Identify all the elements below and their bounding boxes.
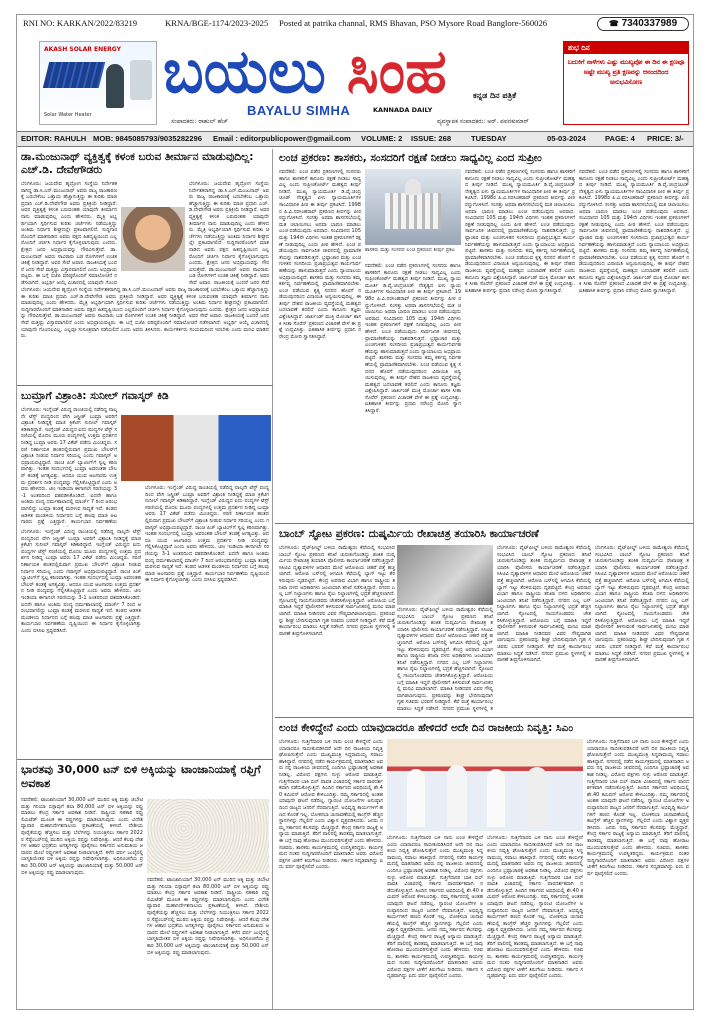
cctv-photo: [397, 545, 493, 605]
story-body-col3: ಬೆಂಗಳೂರು: ಇಂಗ್ಲೆಂಡ್ ವಿರುದ್ಧ ರಾಂಚಿಯಲ್ಲಿ ನಡೆದಿದ್ದ ನಾಲ್ಕನೇ ಟೆಸ್ಟ್ ಪಂದ್ಯದಿಂದ ವೇಗಿ ಜಸ್ಪ್ರೀತ್ ಬುಮ್ರಾ ಅವರಿಗೆ ವಿಶ್ರಾಂತಿ ನೀಡಿದ್ದಕ್ಕೆ ಮಾಜಿ ಕ್ರಿಕೆಟಿಗ ಸುನೀಲ್ ಗವಾಸ್ಕರ್ ಕಿಡಿಕಾರಿದ್ದಾರೆ. ಇಂಗ್ಲೆಂಡ್ ವಿರುದ್ಧದ ಐದು ಪಂದ್ಯಗಳ ಟೆಸ್ಟ್ ಸರಣಿಯಲ್ಲಿ ಮೊದಲ ಮೂರು ಪಂದ್ಯಗಳಲ್ಲಿ ಉತ್ತಮ ಪ್ರದರ್ಶನ ನೀಡಿದ್ದ ಬುಮ್ರಾ ಅವರು 17 ವಿಕೆಟ್ ಪಡೆದು ಮಿಂಚಿದ್ದರು. ಸರಣಿ ನಿರ್ಣಾಯಕ ಹಂತದಲ್ಲಿರುವಾಗ ಪ್ರಮುಖ ಬೌಲರ್‌ಗೆ ವಿಶ್ರಾಂತಿ ನೀಡುವ ನಿರ್ಧಾರ ಸರಿಯಲ್ಲ ಎಂದು ಗವಾಸ್ಕರ್ ಅಭಿಪ್ರಾಯಪಟ್ಟಿದ್ದಾರೆ. ರಾಂಚಿ ಪಿಚ್ ಬ್ಯಾಟಿಂಗ್‌ಗೆ ಸ್ವಲ್ಪ ಕಠಿಣವಾಗಿತ್ತು. ಇಂತಹ ಸಂದರ್ಭದಲ್ಲಿ ಬುಮ್ರಾ ಅವರಂತಹ ಬೌಲರ್ ತಂಡಕ್ಕೆ ಅಗತ್ಯವಿತ್ತು. ಆದರೂ ಯುವ ಆಟಗಾರರು ಉತ್ತಮ ಪ್ರದರ್ಶನ ನೀಡಿ ಪಂದ್ಯವನ್ನು ಗೆಲ್ಲಿಸಿಕೊಟ್ಟಿದ್ದಾರೆ ಎಂದು ಅವರು ಹೇಳಿದರು. ಟೀಂ ಇಂಡಿಯಾ ಈಗಾಗಲೇ ಸರಣಿಯನ್ನು 3-1 ಅಂತರದಿಂದ ವಶಪಡಿಸಿಕೊಂಡಿದೆ. ಐದನೇ ಹಾಗೂ ಅಂತಿಮ ಪಂದ್ಯ ಧರ್ಮಶಾಲಾದಲ್ಲಿ ಮಾರ್ಚ್ 7 ರಿಂದ ಆರಂಭವಾಗಲಿದ್ದು ಬುಮ್ರಾ ತಂಡಕ್ಕೆ ಮರಳುವ ಸಾಧ್ಯತೆ ಇದೆ. ತಂಡದ ಆಡಳಿತ ಮಂಡಳಿಯ ನಿರ್ಧಾರದ ಬಗ್ಗೆ ಹಲವು ಮಾಜಿ ಆಟಗಾರರು ಪ್ರಶ್ನೆ ಎತ್ತಿದ್ದಾರೆ. ಕಾರ್ಯಭಾರ ನಿರ್ವಹಣೆಯ ದೃಷ್ಟಿಯಿಂದ ಈ ನಿರ್ಧಾರ ಕೈಗೊಳ್ಳಲಾಗಿತ್ತು ಎಂದು ಬಿಸಿಸಿಐ ಸ್ಪಷ್ಟಪಡಿಸಿದೆ.: [145, 485, 269, 584]
story-body-col1: ನವದೆಹಲಿ: ಲಂಚ ಪಡೆದ ಪ್ರಕರಣಗಳಲ್ಲಿ ಸಂಸದರು ಹಾಗೂ ಶಾಸಕರಿಗೆ ಕಾನೂನು ರಕ್ಷಣೆ ನೀಡಲು ಸಾಧ್ಯವಿಲ್ಲ ಎಂದು ಸುಪ್ರೀಂಕೋರ್ಟ್ ಮಹತ್ವದ ತೀರ್ಪು ನೀಡಿದೆ. ಮುಖ್ಯ ನ್ಯಾಯಮೂರ್ತಿ ಡಿ.ವೈ.ಚಂದ್ರಚೂಡ್ ನೇತೃತ್ವದ ಏಳು ನ್ಯಾಯಮೂರ್ತಿಗಳ ಸಾಂವಿಧಾನಿಕ ಪೀಠ ಈ ತೀರ್ಪು ಪ್ರಕಟಿಸಿದೆ. 1998ರ ಪಿ.ವಿ.ನರಸಿಂಹರಾವ್ ಪ್ರಕರಣದ ತೀರ್ಪನ್ನು ಪೀಠ ರದ್ದುಗೊಳಿಸಿದೆ. ಸಂಸತ್ತು ಅಥವಾ ಶಾಸನಸಭೆಯಲ್ಲಿ ಮತ ಚಲಾಯಿಸಲು ಅಥವಾ ಭಾಷಣ ಮಾಡಲು ಲಂಚ ಪಡೆಯುವುದು ಅಪರಾಧ. ಸಂವಿಧಾನದ 105 ಮತ್ತು 194ನೇ ವಿಧಿಗಳು ಇಂತಹ ಪ್ರಕರಣಗಳಿಗೆ ರಕ್ಷಣೆ ನೀಡುವುದಿಲ್ಲ ಎಂದು ಪೀಠ ಹೇಳಿದೆ. ಲಂಚ ಪಡೆಯುವುದು ಸಾರ್ವಜನಿಕ ಜೀವನದಲ್ಲಿ ಪ್ರಾಮಾಣಿಕತೆಯನ್ನು ನಾಶಪಡಿಸುತ್ತದೆ. ಭ್ರಷ್ಟಾಚಾರ ಮತ್ತು ಲಂಚಗುಳಿತನ ಸಂಸದೀಯ ಪ್ರಜಾಪ್ರಭುತ್ವದ ಕಾರ್ಯನಿರ್ವಹಣೆಯನ್ನು ಹಾಳುಮಾಡುತ್ತದೆ ಎಂದು ನ್ಯಾಯಾಲಯ ಅಭಿಪ್ರಾಯಪಟ್ಟಿದೆ. ಶಾಸಕರು ಮತ್ತು ಸಂಸದರು ತಮ್ಮ ಕರ್ತವ್ಯ ನಿರ್ವಹಣೆಯಲ್ಲಿ ಪ್ರಾಮಾಣಿಕವಾಗಿರಬೇಕು. ಲಂಚ ಪಡೆಯುವ ಕೃತ್ಯ ಸದನದ ಹೊರಗೆ ನಡೆಯುವುದರಿಂದ ವಿನಾಯಿತಿ ಅನ್ವಯಿಸುವುದಿಲ್ಲ. ಈ ತೀರ್ಪು ದೇಶದ ರಾಜಕೀಯ ವ್ಯವಸ್ಥೆಯಲ್ಲಿ ಮಹತ್ವದ ಬದಲಾವಣೆ ತರಲಿದೆ ಎಂದು ಕಾನೂನು ತಜ್ಞರು ವಿಶ್ಲೇಷಿಸಿದ್ದಾರೆ. ಜಾರ್ಖಂಡ್ ಮುಕ್ತಿ ಮೋರ್ಚಾ ಶಾಸಕಿ ಸೀತಾ ಸೊರೆನ್ ಪ್ರಕರಣದ ವಿಚಾರಣೆ ವೇಳೆ ಈ ಪ್ರಶ್ನೆ ಉದ್ಭವಿಸಿತ್ತು. ಐತಿಹಾಸಿಕ ತೀರ್ಪನ್ನು ಪ್ರಧಾನಿ ನರೇಂದ್ರ ಮೋದಿ ಸ್ವಾಗತಿಸಿದ್ದಾರೆ.: [279, 169, 361, 340]
rice-photo: [147, 799, 269, 873]
ad-title: AKASH SOLAR ENERGY: [44, 46, 121, 53]
postal-info: Posted at patrika channal, RMS Bhavan, PSO Mysore Road Banglore-560026: [279, 18, 548, 28]
story-headline: ಬುಮ್ರಾಗೆ ವಿಶ್ರಾಂತಿ: ಸುನೀಲ್ ಗವಾಸ್ಕರ್ ಕಿಡಿ: [21, 390, 169, 402]
good-day-quote: ಬದುಕಿಗೆ ನಾಳೆಗಳು ಎಷ್ಟು ಮುಖ್ಯವೋ ಈ ದಿನ ಈ ಕ್ಷಣವೂ ಅಷ್ಟೇ ಮುಖ್ಯ ಪ್ರತಿ ಕ್ಷಣವನ್ನು ಆನಂದದಿಂದ ಅನುಭವಿಸೋಣ: [567, 59, 685, 86]
phone-number: [597, 17, 689, 31]
story-body-col2: ಬೆಂಗಳೂರು: ಇಂಗ್ಲೆಂಡ್ ವಿರುದ್ಧ ರಾಂಚಿಯಲ್ಲಿ ನಡೆದಿದ್ದ ನಾಲ್ಕನೇ ಟೆಸ್ಟ್ ಪಂದ್ಯದಿಂದ ವೇಗಿ ಜಸ್ಪ್ರೀತ್ ಬುಮ್ರಾ ಅವರಿಗೆ ವಿಶ್ರಾಂತಿ ನೀಡಿದ್ದಕ್ಕೆ ಮಾಜಿ ಕ್ರಿಕೆಟಿಗ ಸುನೀಲ್ ಗವಾಸ್ಕರ್ ಕಿಡಿಕಾರಿದ್ದಾರೆ. ಇಂಗ್ಲೆಂಡ್ ವಿರುದ್ಧದ ಐದು ಪಂದ್ಯಗಳ ಟೆಸ್ಟ್ ಸರಣಿಯಲ್ಲಿ ಮೊದಲ ಮೂರು ಪಂದ್ಯಗಳಲ್ಲಿ ಉತ್ತಮ ಪ್ರದರ್ಶನ ನೀಡಿದ್ದ ಬುಮ್ರಾ ಅವರು 17 ವಿಕೆಟ್ ಪಡೆದು ಮಿಂಚಿದ್ದರು. ಸರಣಿ ನಿರ್ಣಾಯಕ ಹಂತದಲ್ಲಿರುವಾಗ ಪ್ರಮುಖ ಬೌಲರ್‌ಗೆ ವಿಶ್ರಾಂತಿ ನೀಡುವ ನಿರ್ಧಾರ ಸರಿಯಲ್ಲ ಎಂದು ಗವಾಸ್ಕರ್ ಅಭಿಪ್ರಾಯಪಟ್ಟಿದ್ದಾರೆ. ರಾಂಚಿ ಪಿಚ್ ಬ್ಯಾಟಿಂಗ್‌ಗೆ ಸ್ವಲ್ಪ ಕಠಿಣವಾಗಿತ್ತು. ಇಂತಹ ಸಂದರ್ಭದಲ್ಲಿ ಬುಮ್ರಾ ಅವರಂತಹ ಬೌಲರ್ ತಂಡಕ್ಕೆ ಅಗತ್ಯವಿತ್ತು. ಆದರೂ ಯುವ ಆಟಗಾರರು ಉತ್ತಮ ಪ್ರದರ್ಶನ ನೀಡಿ ಪಂದ್ಯವನ್ನು ಗೆಲ್ಲಿಸಿಕೊಟ್ಟಿದ್ದಾರೆ ಎಂದು ಅವರು ಹೇಳಿದರು. ಟೀಂ ಇಂಡಿಯಾ ಈಗಾಗಲೇ ಸರಣಿಯನ್ನು 3-1 ಅಂತರದಿಂದ ವಶಪಡಿಸಿಕೊಂಡಿದೆ. ಐದನೇ ಹಾಗೂ ಅಂತಿಮ ಪಂದ್ಯ ಧರ್ಮಶಾಲಾದಲ್ಲಿ ಮಾರ್ಚ್ 7 ರಿಂದ ಆರಂಭವಾಗಲಿದ್ದು ಬುಮ್ರಾ ತಂಡಕ್ಕೆ ಮರಳುವ ಸಾಧ್ಯತೆ ಇದೆ. ತಂಡದ ಆಡಳಿತ ಮಂಡಳಿಯ ನಿರ್ಧಾರದ ಬಗ್ಗೆ ಹಲವು ಮಾಜಿ ಆಟಗಾರರು ಪ್ರಶ್ನೆ ಎತ್ತಿದ್ದಾರೆ. ಕಾರ್ಯಭಾರ ನಿರ್ವಹಣೆಯ ದೃಷ್ಟಿಯಿಂದ ಈ ನಿರ್ಧಾರ ಕೈಗೊಳ್ಳಲಾಗಿತ್ತು ಎಂದು ಬಿಸಿಸಿಐ ಸ್ಪಷ್ಟಪಡಿಸಿದೆ.: [21, 529, 141, 634]
water-heater-icon: [130, 60, 152, 100]
info-bar: [17, 131, 693, 147]
story-body-col1: ಬೆಂಗಳೂರು: ಇಂಗ್ಲೆಂಡ್ ವಿರುದ್ಧ ರಾಂಚಿಯಲ್ಲಿ ನಡೆದಿದ್ದ ನಾಲ್ಕನೇ ಟೆಸ್ಟ್ ಪಂದ್ಯದಿಂದ ವೇಗಿ ಜಸ್ಪ್ರೀತ್ ಬುಮ್ರಾ ಅವರಿಗೆ ವಿಶ್ರಾಂತಿ ನೀಡಿದ್ದಕ್ಕೆ ಮಾಜಿ ಕ್ರಿಕೆಟಿಗ ಸುನೀಲ್ ಗವಾಸ್ಕರ್ ಕಿಡಿಕಾರಿದ್ದಾರೆ. ಇಂಗ್ಲೆಂಡ್ ವಿರುದ್ಧದ ಐದು ಪಂದ್ಯಗಳ ಟೆಸ್ಟ್ ಸರಣಿಯಲ್ಲಿ ಮೊದಲ ಮೂರು ಪಂದ್ಯಗಳಲ್ಲಿ ಉತ್ತಮ ಪ್ರದರ್ಶನ ನೀಡಿದ್ದ ಬುಮ್ರಾ ಅವರು 17 ವಿಕೆಟ್ ಪಡೆದು ಮಿಂಚಿದ್ದರು. ಸರಣಿ ನಿರ್ಣಾಯಕ ಹಂತದಲ್ಲಿರುವಾಗ ಪ್ರಮುಖ ಬೌಲರ್‌ಗೆ ವಿಶ್ರಾಂತಿ ನೀಡುವ ನಿರ್ಧಾರ ಸರಿಯಲ್ಲ ಎಂದು ಗವಾಸ್ಕರ್ ಅಭಿಪ್ರಾಯಪಟ್ಟಿದ್ದಾರೆ. ರಾಂಚಿ ಪಿಚ್ ಬ್ಯಾಟಿಂಗ್‌ಗೆ ಸ್ವಲ್ಪ ಕಠಿಣವಾಗಿತ್ತು. ಇಂತಹ ಸಂದರ್ಭದಲ್ಲಿ ಬುಮ್ರಾ ಅವರಂತಹ ಬೌಲರ್ ತಂಡಕ್ಕೆ ಅಗತ್ಯವಿತ್ತು. ಆದರೂ ಯುವ ಆಟಗಾರರು ಉತ್ತಮ ಪ್ರದರ್ಶನ ನೀಡಿ ಪಂದ್ಯವನ್ನು ಗೆಲ್ಲಿಸಿಕೊಟ್ಟಿದ್ದಾರೆ ಎಂದು ಅವರು ಹೇಳಿದರು. ಟೀಂ ಇಂಡಿಯಾ ಈಗಾಗಲೇ ಸರಣಿಯನ್ನು 3-1 ಅಂತರದಿಂದ ವಶಪಡಿಸಿಕೊಂಡಿದೆ. ಐದನೇ ಹಾಗೂ ಅಂತಿಮ ಪಂದ್ಯ ಧರ್ಮಶಾಲಾದಲ್ಲಿ ಮಾರ್ಚ್ 7 ರಿಂದ ಆರಂಭವಾಗಲಿದ್ದು ಬುಮ್ರಾ ತಂಡಕ್ಕೆ ಮರಳುವ ಸಾಧ್ಯತೆ ಇದೆ. ತಂಡದ ಆಡಳಿತ ಮಂಡಳಿಯ ನಿರ್ಧಾರದ ಬಗ್ಗೆ ಹಲವು ಮಾಜಿ ಆಟಗಾರರು ಪ್ರಶ್ನೆ ಎತ್ತಿದ್ದಾರೆ. ಕಾರ್ಯಭಾರ ನಿರ್ವಹಣೆಯ: [21, 407, 117, 526]
court-dome-icon: [405, 179, 421, 195]
story-bumrah: [21, 389, 269, 403]
price: PRICE: 3/-: [647, 134, 684, 143]
person-figure: [447, 765, 467, 827]
story-body-col4: ಬೆಂಗಳೂರು: ವೈಟ್‌ಫೀಲ್ಡ್ ಬಳಿಯ ರಾಮೇಶ್ವರಂ ಕೆಫೆಯಲ್ಲಿ ಸಂಭವಿಸಿದ ಬಾಂಬ್ ಸ್ಫೋಟ ಪ್ರಕರಣದ ತನಿಖೆ ಚುರುಕುಗೊಂಡಿದ್ದು ಶಂಕಿತ ದುಷ್ಕರ್ಮಿಯ ರೇಖಾಚಿತ್ರ ತಯಾರಿಸಿ ಪೊಲೀಸರು ಕಾರ್ಯಾಚರಣೆ ನಡೆಸುತ್ತಿದ್ದಾರೆ. ಸಿಸಿಟಿವಿ ದೃಶ್ಯಾವಳಿಗಳ ಆಧಾರದ ಮೇಲೆ ಆರೋಪಿಯ ಚಹರೆ ಪತ್ತೆ ಹಚ್ಚಲಾಗಿದೆ. ಆರೋಪಿ ಬಸ್‌ನಲ್ಲಿ ಆಗಮಿಸಿ ಕೆಫೆಯಲ್ಲಿ ಬ್ಯಾಗ್ ಇಟ್ಟು ತೆರಳಿರುವುದು ದೃಢಪಟ್ಟಿದೆ. ಕೇಂದ್ರ ಅಪರಾಧ ವಿಭಾಗ ಹಾಗೂ ರಾಷ್ಟ್ರೀಯ ತನಿಖಾ ದಳದ ಅಧಿಕಾರಿಗಳು ಜಂಟಿಯಾಗಿ ತನಿಖೆ ನಡೆಸುತ್ತಿದ್ದಾರೆ. ನಗರದ ಎಲ್ಲ ಬಸ್ ನಿಲ್ದಾಣಗಳು ಹಾಗೂ ರೈಲು ನಿಲ್ದಾಣಗಳಲ್ಲಿ ಭದ್ರತೆ ಹೆಚ್ಚಿಸಲಾಗಿದೆ. ಸ್ಫೋಟದಲ್ಲಿ ಗಾಯಗೊಂಡವರು ಚೇತರಿಸಿಕೊಳ್ಳುತ್ತಿದ್ದಾರೆ. ಆರೋಪಿಯ ಬಗ್ಗೆ ಮಾಹಿತಿ ಇದ್ದರೆ ಪೊಲೀಸರಿಗೆ ತಿಳಿಸುವಂತೆ ಸಾರ್ವಜನಿಕರಲ್ಲಿ ಮನವಿ ಮಾಡಲಾಗಿದೆ. ಮಾಹಿತಿ ನೀಡಿದವರ ವಿವರ ಗೌಪ್ಯವಾಗಿಡಲಾಗುವುದು. ಪ್ರಕರಣವನ್ನು ಶೀಘ್ರ ಭೇದಿಸುವುದಾಗಿ ಗೃಹ ಸಚಿವರು ಭರವಸೆ ನೀಡಿದ್ದಾರೆ. ಕೆಫೆ ಮತ್ತೆ ಕಾರ್ಯಾರಂಭ ಮಾಡಲು ಸಿದ್ಧತೆ ನಡೆಸಿದೆ. ನಗರದ ಪ್ರಮುಖ ಸ್ಥಳಗಳಲ್ಲಿ ತಪಾಸಣೆ ತೀವ್ರಗೊಳಿಸಲಾಗಿದೆ.: [595, 545, 689, 664]
person-figure: [407, 769, 425, 827]
issue-number: ISSUE: 268: [411, 134, 452, 143]
story-body-col2: ಬೆಂಗಳೂರು: ಗುತ್ತಿಗೆದಾರರ ಬಳಿ ನಾನು ಲಂಚ ಕೇಳಿದ್ದೇನೆ ಎಂದು ಯಾರಾದರೂ ಸಾಬೀತುಪಡಿಸಿದರೆ ಅದೇ ದಿನ ರಾಜಕೀಯ ನಿವೃತ್ತಿ ಘೋಷಿಸುತ್ತೇನೆ ಎಂದು ಮುಖ್ಯಮಂತ್ರಿ ಸಿದ್ದರಾಮಯ್ಯ ಸವಾಲು ಹಾಕಿದ್ದಾರೆ. ನಗರದಲ್ಲಿ ನಡೆದ ಕಾರ್ಯಕ್ರಮದಲ್ಲಿ ಮಾತನಾಡಿದ ಅವರು ನನ್ನ ರಾಜಕೀಯ ಜೀವನದಲ್ಲಿ ಎಂದಿಗೂ ಭ್ರಷ್ಟಾಚಾರಕ್ಕೆ ಅವಕಾಶ ನೀಡಿಲ್ಲ. ವಿರೋಧ ಪಕ್ಷಗಳು ಸುಳ್ಳು ಆರೋಪ ಮಾಡುತ್ತಿವೆ. ಗುತ್ತಿಗೆದಾರರ ಬಾಕಿ ಬಿಲ್ ಪಾವತಿ ವಿಚಾರದಲ್ಲಿ ಸರ್ಕಾರ ಪಾರದರ್ಶಕವಾಗಿ ನಡೆದುಕೊಳ್ಳುತ್ತಿದೆ. ಹಿಂದಿನ ಸರ್ಕಾರದ ಅವಧಿಯಲ್ಲಿ ಶೇ.40 ಕಮಿಷನ್ ಆರೋಪ ಕೇಳಿಬಂದಿತ್ತು. ನಮ್ಮ ಸರ್ಕಾರದಲ್ಲಿ ಅಂತಹ ಯಾವುದೇ ಘಟನೆ ನಡೆದಿಲ್ಲ. ಗ್ಯಾರಂಟಿ ಯೋಜನೆಗಳ ಅನುಷ್ಠಾನದಿಂದ ರಾಜ್ಯದ ಜನರಿಗೆ ನೆರವಾಗುತ್ತಿದೆ. ಅಭಿವೃದ್ಧಿ ಕಾರ್ಯಗಳಿಗೆ ಹಣದ ಕೊರತೆ ಇಲ್ಲ. ಲೋಕಸಭಾ ಚುನಾವಣೆಯಲ್ಲಿ ಕಾಂಗ್ರೆಸ್ ಹೆಚ್ಚಿನ ಸ್ಥಾನಗಳನ್ನು ಗೆಲ್ಲಲಿದೆ ಎಂದು ವಿಶ್ವಾಸ ವ್ಯಕ್ತಪಡಿಸಿದರು. ಜನರು ನಮ್ಮ ಸರ್ಕಾರದ ಕೆಲಸವನ್ನು ಮೆಚ್ಚಿದ್ದಾರೆ. ಕೇಂದ್ರ ಸರ್ಕಾರ ರಾಜ್ಯಕ್ಕೆ ಅನ್ಯಾಯ ಮಾಡುತ್ತಿದೆ. ತೆರಿಗೆ ಪಾಲಿನಲ್ಲಿ ತಾರತಮ್ಯ ಮಾಡಲಾಗುತ್ತಿದೆ. ಈ ಬಗ್ಗೆ ನಾವು ಹೋರಾಟ ಮುಂದುವರಿಸುತ್ತೇವೆ ಎಂದು ಹೇಳಿದರು. ಸಚಿವರು, ಶಾಸಕರು ಕಾರ್ಯಕ್ರಮದಲ್ಲಿ ಉಪಸ್ಥಿತರಿದ್ದರು. ಕಾರ್ಯಕ್ರಮದ ನಂತರ ಸುದ್ದಿಗಾರರೊಂದಿಗೆ ಮಾತನಾಡಿದ ಅವರು ವಿರೋಧ ಪಕ್ಷಗಳ ಟೀಕೆಗೆ ತಿರುಗೇಟು ನೀಡಿದರು. ಸರ್ಕಾರ ಸದೃಢವಾಗಿದ್ದು ಐದು ವರ್ಷ ಪೂರೈಸಲಿದೆ ಎಂದರು.: [387, 835, 483, 980]
weekday: TUESDAY: [471, 134, 507, 143]
editor-kannada: ಸಂಪಾದಕರು: ರಾಹುಲ್ ಹೆಚ್: [171, 118, 228, 125]
editor-name: EDITOR: RAHULH: [21, 134, 87, 143]
story-body-col2: ನವದೆಹಲಿ: ಟಾಂಜಾನಿಯಾಗೆ 30,000 ಟನ್ ಮುರಿದ ಅಕ್ಕಿ ಮತ್ತು ಜಿಬೌಟಿ ಮತ್ತು ಗಿನಿಯಾ ಬಿಸ್ಸಾವುಗೆ ತಲಾ 80,000 ಟನ್ ಬಿಳಿ ಅಕ್ಕಿಯನ್ನು ರಫ್ತು ಮಾಡಲು ಕೇಂದ್ರ ಸರ್ಕಾರ ಅವಕಾಶ ನೀಡಿದೆ. ರಾಷ್ಟ್ರೀಯ ಸಹಕಾರಿ ರಫ್ತು ಲಿಮಿಟೆಡ್ ಮೂಲಕ ಈ ರಫ್ತುಗಳನ್ನು ಮಾಡಲಾಗುವುದು ಎಂದು ವಿದೇಶಿ ವ್ಯಾಪಾರ ಮಹಾನಿರ್ದೇಶನಾಲಯ ಪ್ರಕಟಣೆಯಲ್ಲಿ ತಿಳಿಸಿದೆ. ದೇಶೀಯ ಪೂರೈಕೆಯನ್ನು ಹೆಚ್ಚಿಸಲು ಮತ್ತು ಬೆಲೆಗಳನ್ನು ನಿಯಂತ್ರಿಸಲು ಸರ್ಕಾರ 2022 ರ ಸೆಪ್ಟೆಂಬರ್‌ನಲ್ಲಿ ಮುರಿದ ಅಕ್ಕಿಯ ರಫ್ತನ್ನು ನಿಷೇಧಿಸಿತ್ತು. ಆದರೆ ಕೆಲವು ದೇಶಗಳ ಆಹಾರ ಭದ್ರತೆಯ ಅಗತ್ಯಗಳನ್ನು ಪೂರೈಸಲು ಸರ್ಕಾರದ ಅನುಮತಿಯ ಆಧಾರದ ಮೇಲೆ ರಫ್ತುಗಳಿಗೆ ಅವಕಾಶ ನೀಡಲಾಗುತ್ತಿದೆ. ಕಳೆದ ವರ್ಷ ಜುಲೈನಲ್ಲಿ ಬಾಸ್ಮತಿಯೇತರ ಬಿಳಿ ಅಕ್ಕಿಯ ರಫ್ತನ್ನು ನಿಷೇಧಿಸಲಾಗಿತ್ತು. ಅಧಿಸೂಚನೆಯ ಪ್ರಕಾರ 30,000 ಟನ್ ಅಕ್ಕಿಯನ್ನು ಟಾಂಜಾನಿಯಾಕ್ಕೆ ಮತ್ತು 50,000 ಟನ್ ಬಿಳಿ ಅಕ್ಕಿಯನ್ನು ರಫ್ತು ಮಾಡಲಾಗುವುದು.: [147, 877, 269, 956]
masthead-word-1: ಬಯಲು: [163, 37, 326, 107]
kannada-daily-label: ಕನ್ನಡ ದಿನ ಪತ್ರಿಕೆ: [473, 91, 517, 100]
deve-gowda-photo: [121, 207, 185, 271]
gavaskar-bumrah-photo: [121, 415, 271, 481]
photo-caption: ಶಾಸಕರು ಮತ್ತು ಸಂಸದರ ಲಂಚ ಪ್ರಕರಣದ ತೀರ್ಪು ಪ್ರಕಟ: [365, 247, 455, 253]
good-day-title: ಶುಭ ದಿನ: [564, 42, 688, 54]
story-rice-export: [21, 763, 269, 793]
story-deve-gowda: [21, 151, 269, 177]
story-body-col1: ಬೆಂಗಳೂರು: ಗುತ್ತಿಗೆದಾರರ ಬಳಿ ನಾನು ಲಂಚ ಕೇಳಿದ್ದೇನೆ ಎಂದು ಯಾರಾದರೂ ಸಾಬೀತುಪಡಿಸಿದರೆ ಅದೇ ದಿನ ರಾಜಕೀಯ ನಿವೃತ್ತಿ ಘೋಷಿಸುತ್ತೇನೆ ಎಂದು ಮುಖ್ಯಮಂತ್ರಿ ಸಿದ್ದರಾಮಯ್ಯ ಸವಾಲು ಹಾಕಿದ್ದಾರೆ. ನಗರದಲ್ಲಿ ನಡೆದ ಕಾರ್ಯಕ್ರಮದಲ್ಲಿ ಮಾತನಾಡಿದ ಅವರು ನನ್ನ ರಾಜಕೀಯ ಜೀವನದಲ್ಲಿ ಎಂದಿಗೂ ಭ್ರಷ್ಟಾಚಾರಕ್ಕೆ ಅವಕಾಶ ನೀಡಿಲ್ಲ. ವಿರೋಧ ಪಕ್ಷಗಳು ಸುಳ್ಳು ಆರೋಪ ಮಾಡುತ್ತಿವೆ. ಗುತ್ತಿಗೆದಾರರ ಬಾಕಿ ಬಿಲ್ ಪಾವತಿ ವಿಚಾರದಲ್ಲಿ ಸರ್ಕಾರ ಪಾರದರ್ಶಕವಾಗಿ ನಡೆದುಕೊಳ್ಳುತ್ತಿದೆ. ಹಿಂದಿನ ಸರ್ಕಾರದ ಅವಧಿಯಲ್ಲಿ ಶೇ.40 ಕಮಿಷನ್ ಆರೋಪ ಕೇಳಿಬಂದಿತ್ತು. ನಮ್ಮ ಸರ್ಕಾರದಲ್ಲಿ ಅಂತಹ ಯಾವುದೇ ಘಟನೆ ನಡೆದಿಲ್ಲ. ಗ್ಯಾರಂಟಿ ಯೋಜನೆಗಳ ಅನುಷ್ಠಾನದಿಂದ ರಾಜ್ಯದ ಜನರಿಗೆ ನೆರವಾಗುತ್ತಿದೆ. ಅಭಿವೃದ್ಧಿ ಕಾರ್ಯಗಳಿಗೆ ಹಣದ ಕೊರತೆ ಇಲ್ಲ. ಲೋಕಸಭಾ ಚುನಾವಣೆಯಲ್ಲಿ ಕಾಂಗ್ರೆಸ್ ಹೆಚ್ಚಿನ ಸ್ಥಾನಗಳನ್ನು ಗೆಲ್ಲಲಿದೆ ಎಂದು ವಿಶ್ವಾಸ ವ್ಯಕ್ತಪಡಿಸಿದರು. ಜನರು ನಮ್ಮ ಸರ್ಕಾರದ ಕೆಲಸವನ್ನು ಮೆಚ್ಚಿದ್ದಾರೆ. ಕೇಂದ್ರ ಸರ್ಕಾರ ರಾಜ್ಯಕ್ಕೆ ಅನ್ಯಾಯ ಮಾಡುತ್ತಿದೆ. ತೆರಿಗೆ ಪಾಲಿನಲ್ಲಿ ತಾರತಮ್ಯ ಮಾಡಲಾಗುತ್ತಿದೆ. ಈ ಬಗ್ಗೆ ನಾವು ಹೋರಾಟ ಮುಂದುವರಿಸುತ್ತೇವೆ ಎಂದು ಹೇಳಿದರು. ಸಚಿವರು, ಶಾಸಕರು ಕಾರ್ಯಕ್ರಮದಲ್ಲಿ ಉಪಸ್ಥಿತರಿದ್ದರು. ಕಾರ್ಯಕ್ರಮದ ನಂತರ ಸುದ್ದಿಗಾರರೊಂದಿಗೆ ಮಾತನಾಡಿದ ಅವರು ವಿರೋಧ ಪಕ್ಷಗಳ ಟೀಕೆಗೆ ತಿರುಗೇಟು ನೀಡಿದರು. ಸರ್ಕಾರ ಸದೃಢವಾಗಿದ್ದು ಐದು ವರ್ಷ ಪೂರೈಸಲಿದೆ ಎಂದರು.: [279, 739, 383, 871]
page-number: PAGE: 4: [605, 134, 635, 143]
ad-line: Solar Water Heater: [44, 112, 92, 118]
solar-panel-icon: [43, 62, 105, 88]
story-body-col2: ಬೆಂಗಳೂರು: ವೈಟ್‌ಫೀಲ್ಡ್ ಬಳಿಯ ರಾಮೇಶ್ವರಂ ಕೆಫೆಯಲ್ಲಿ ಸಂಭವಿಸಿದ ಬಾಂಬ್ ಸ್ಫೋಟ ಪ್ರಕರಣದ ತನಿಖೆ ಚುರುಕುಗೊಂಡಿದ್ದು ಶಂಕಿತ ದುಷ್ಕರ್ಮಿಯ ರೇಖಾಚಿತ್ರ ತಯಾರಿಸಿ ಪೊಲೀಸರು ಕಾರ್ಯಾಚರಣೆ ನಡೆಸುತ್ತಿದ್ದಾರೆ. ಸಿಸಿಟಿವಿ ದೃಶ್ಯಾವಳಿಗಳ ಆಧಾರದ ಮೇಲೆ ಆರೋಪಿಯ ಚಹರೆ ಪತ್ತೆ ಹಚ್ಚಲಾಗಿದೆ. ಆರೋಪಿ ಬಸ್‌ನಲ್ಲಿ ಆಗಮಿಸಿ ಕೆಫೆಯಲ್ಲಿ ಬ್ಯಾಗ್ ಇಟ್ಟು ತೆರಳಿರುವುದು ದೃಢಪಟ್ಟಿದೆ. ಕೇಂದ್ರ ಅಪರಾಧ ವಿಭಾಗ ಹಾಗೂ ರಾಷ್ಟ್ರೀಯ ತನಿಖಾ ದಳದ ಅಧಿಕಾರಿಗಳು ಜಂಟಿಯಾಗಿ ತನಿಖೆ ನಡೆಸುತ್ತಿದ್ದಾರೆ. ನಗರದ ಎಲ್ಲ ಬಸ್ ನಿಲ್ದಾಣಗಳು ಹಾಗೂ ರೈಲು ನಿಲ್ದಾಣಗಳಲ್ಲಿ ಭದ್ರತೆ ಹೆಚ್ಚಿಸಲಾಗಿದೆ. ಸ್ಫೋಟದಲ್ಲಿ ಗಾಯಗೊಂಡವರು ಚೇತರಿಸಿಕೊಳ್ಳುತ್ತಿದ್ದಾರೆ. ಆರೋಪಿಯ ಬಗ್ಗೆ ಮಾಹಿತಿ ಇದ್ದರೆ ಪೊಲೀಸರಿಗೆ ತಿಳಿಸುವಂತೆ ಸಾರ್ವಜನಿಕರಲ್ಲಿ ಮನವಿ ಮಾಡಲಾಗಿದೆ. ಮಾಹಿತಿ ನೀಡಿದವರ ವಿವರ ಗೌಪ್ಯವಾಗಿಡಲಾಗುವುದು. ಪ್ರಕರಣವನ್ನು ಶೀಘ್ರ ಭೇದಿಸುವುದಾಗಿ ಗೃಹ ಸಚಿವರು ಭರವಸೆ ನೀಡಿದ್ದಾರೆ. ಕೆಫೆ ಮತ್ತೆ ಕಾರ್ಯಾರಂಭ ಮಾಡಲು ಸಿದ್ಧತೆ ನಡೆಸಿದೆ. ನಗರದ ಪ್ರಮುಖ ಸ್ಥಳಗಳಲ್ಲಿ ತ: [397, 607, 493, 712]
email-address: Email : editorpublicpower@gmail.com: [213, 134, 351, 143]
registration-line: [17, 15, 693, 31]
court-building-icon: [385, 193, 441, 229]
right-column: [275, 149, 693, 1010]
story-body-col2: ನವದೆಹಲಿ: ಲಂಚ ಪಡೆದ ಪ್ರಕರಣಗಳಲ್ಲಿ ಸಂಸದರು ಹಾಗೂ ಶಾಸಕರಿಗೆ ಕಾನೂನು ರಕ್ಷಣೆ ನೀಡಲು ಸಾಧ್ಯವಿಲ್ಲ ಎಂದು ಸುಪ್ರೀಂಕೋರ್ಟ್ ಮಹತ್ವದ ತೀರ್ಪು ನೀಡಿದೆ. ಮುಖ್ಯ ನ್ಯಾಯಮೂರ್ತಿ ಡಿ.ವೈ.ಚಂದ್ರಚೂಡ್ ನೇತೃತ್ವದ ಏಳು ನ್ಯಾಯಮೂರ್ತಿಗಳ ಸಾಂವಿಧಾನಿಕ ಪೀಠ ಈ ತೀರ್ಪು ಪ್ರಕಟಿಸಿದೆ. 1998ರ ಪಿ.ವಿ.ನರಸಿಂಹರಾವ್ ಪ್ರಕರಣದ ತೀರ್ಪನ್ನು ಪೀಠ ರದ್ದುಗೊಳಿಸಿದೆ. ಸಂಸತ್ತು ಅಥವಾ ಶಾಸನಸಭೆಯಲ್ಲಿ ಮತ ಚಲಾಯಿಸಲು ಅಥವಾ ಭಾಷಣ ಮಾಡಲು ಲಂಚ ಪಡೆಯುವುದು ಅಪರಾಧ. ಸಂವಿಧಾನದ 105 ಮತ್ತು 194ನೇ ವಿಧಿಗಳು ಇಂತಹ ಪ್ರಕರಣಗಳಿಗೆ ರಕ್ಷಣೆ ನೀಡುವುದಿಲ್ಲ ಎಂದು ಪೀಠ ಹೇಳಿದೆ. ಲಂಚ ಪಡೆಯುವುದು ಸಾರ್ವಜನಿಕ ಜೀವನದಲ್ಲಿ ಪ್ರಾಮಾಣಿಕತೆಯನ್ನು ನಾಶಪಡಿಸುತ್ತದೆ. ಭ್ರಷ್ಟಾಚಾರ ಮತ್ತು ಲಂಚಗುಳಿತನ ಸಂಸದೀಯ ಪ್ರಜಾಪ್ರಭುತ್ವದ ಕಾರ್ಯನಿರ್ವಹಣೆಯನ್ನು ಹಾಳುಮಾಡುತ್ತದೆ ಎಂದು ನ್ಯಾಯಾಲಯ ಅಭಿಪ್ರಾಯಪಟ್ಟಿದೆ. ಶಾಸಕರು ಮತ್ತು ಸಂಸದರು ತಮ್ಮ ಕರ್ತವ್ಯ ನಿರ್ವಹಣೆಯಲ್ಲಿ ಪ್ರಾಮಾಣಿಕವಾಗಿರಬೇಕು. ಲಂಚ ಪಡೆಯುವ ಕೃತ್ಯ ಸದನದ ಹೊರಗೆ ನಡೆಯುವುದರಿಂದ ವಿನಾಯಿತಿ ಅನ್ವಯಿಸುವುದಿಲ್ಲ. ಈ ತೀರ್ಪು ದೇಶದ ರಾಜಕೀಯ ವ್ಯವಸ್ಥೆಯಲ್ಲಿ ಮಹತ್ವದ ಬದಲಾವಣೆ ತರಲಿದೆ ಎಂದು ಕಾನೂನು ತಜ್ಞರು ವಿಶ್ಲೇಷಿಸಿದ್ದಾರೆ. ಜಾರ್ಖಂಡ್ ಮುಕ್ತಿ ಮೋರ್ಚಾ ಶಾಸಕಿ ಸೀತಾ ಸೊರೆನ್ ಪ್ರಕರಣದ ವಿಚಾರಣೆ ವೇಳೆ ಈ ಪ್ರಶ್ನೆ ಉದ್ಭವಿಸಿತ್ತು. ಐತಿಹಾಸಿಕ ತೀರ್ಪನ್ನು ಪ್ರಧಾನಿ ನರೇಂದ್ರ ಮೋದಿ ಸ್ವಾಗತಿಸಿದ್ದಾರೆ.: [365, 263, 461, 415]
story-body-col3: ಬೆಂಗಳೂರು: ಗುತ್ತಿಗೆದಾರರ ಬಳಿ ನಾನು ಲಂಚ ಕೇಳಿದ್ದೇನೆ ಎಂದು ಯಾರಾದರೂ ಸಾಬೀತುಪಡಿಸಿದರೆ ಅದೇ ದಿನ ರಾಜಕೀಯ ನಿವೃತ್ತಿ ಘೋಷಿಸುತ್ತೇನೆ ಎಂದು ಮುಖ್ಯಮಂತ್ರಿ ಸಿದ್ದರಾಮಯ್ಯ ಸವಾಲು ಹಾಕಿದ್ದಾರೆ. ನಗರದಲ್ಲಿ ನಡೆದ ಕಾರ್ಯಕ್ರಮದಲ್ಲಿ ಮಾತನಾಡಿದ ಅವರು ನನ್ನ ರಾಜಕೀಯ ಜೀವನದಲ್ಲಿ ಎಂದಿಗೂ ಭ್ರಷ್ಟಾಚಾರಕ್ಕೆ ಅವಕಾಶ ನೀಡಿಲ್ಲ. ವಿರೋಧ ಪಕ್ಷಗಳು ಸುಳ್ಳು ಆರೋಪ ಮಾಡುತ್ತಿವೆ. ಗುತ್ತಿಗೆದಾರರ ಬಾಕಿ ಬಿಲ್ ಪಾವತಿ ವಿಚಾರದಲ್ಲಿ ಸರ್ಕಾರ ಪಾರದರ್ಶಕವಾಗಿ ನಡೆದುಕೊಳ್ಳುತ್ತಿದೆ. ಹಿಂದಿನ ಸರ್ಕಾರದ ಅವಧಿಯಲ್ಲಿ ಶೇ.40 ಕಮಿಷನ್ ಆರೋಪ ಕೇಳಿಬಂದಿತ್ತು. ನಮ್ಮ ಸರ್ಕಾರದಲ್ಲಿ ಅಂತಹ ಯಾವುದೇ ಘಟನೆ ನಡೆದಿಲ್ಲ. ಗ್ಯಾರಂಟಿ ಯೋಜನೆಗಳ ಅನುಷ್ಠಾನದಿಂದ ರಾಜ್ಯದ ಜನರಿಗೆ ನೆರವಾಗುತ್ತಿದೆ. ಅಭಿವೃದ್ಧಿ ಕಾರ್ಯಗಳಿಗೆ ಹಣದ ಕೊರತೆ ಇಲ್ಲ. ಲೋಕಸಭಾ ಚುನಾವಣೆಯಲ್ಲಿ ಕಾಂಗ್ರೆಸ್ ಹೆಚ್ಚಿನ ಸ್ಥಾನಗಳನ್ನು ಗೆಲ್ಲಲಿದೆ ಎಂದು ವಿಶ್ವಾಸ ವ್ಯಕ್ತಪಡಿಸಿದರು. ಜನರು ನಮ್ಮ ಸರ್ಕಾರದ ಕೆಲಸವನ್ನು ಮೆಚ್ಚಿದ್ದಾರೆ. ಕೇಂದ್ರ ಸರ್ಕಾರ ರಾಜ್ಯಕ್ಕೆ ಅನ್ಯಾಯ ಮಾಡುತ್ತಿದೆ. ತೆರಿಗೆ ಪಾಲಿನಲ್ಲಿ ತಾರತಮ್ಯ ಮಾಡಲಾಗುತ್ತಿದೆ. ಈ ಬಗ್ಗೆ ನಾವು ಹೋರಾಟ ಮುಂದುವರಿಸುತ್ತೇವೆ ಎಂದು ಹೇಳಿದರು. ಸಚಿವರು, ಶಾಸಕರು ಕಾರ್ಯಕ್ರಮದಲ್ಲಿ ಉಪಸ್ಥಿತರಿದ್ದರು. ಕಾರ್ಯಕ್ರಮದ ನಂತರ ಸುದ್ದಿಗಾರರೊಂದಿಗೆ ಮಾತನಾಡಿದ ಅವರು ವಿರೋಧ ಪಕ್ಷಗಳ ಟೀಕೆಗೆ ತಿರುಗೇಟು ನೀಡಿದರು. ಸರ್ಕಾರ ಸದೃಢವಾಗಿದ್ದು ಐದು ವರ್ಷ ಪೂರೈಸಲಿದೆ ಎಂದರು.: [487, 835, 583, 980]
story-body-col3: ನವದೆಹಲಿ: ಲಂಚ ಪಡೆದ ಪ್ರಕರಣಗಳಲ್ಲಿ ಸಂಸದರು ಹಾಗೂ ಶಾಸಕರಿಗೆ ಕಾನೂನು ರಕ್ಷಣೆ ನೀಡಲು ಸಾಧ್ಯವಿಲ್ಲ ಎಂದು ಸುಪ್ರೀಂಕೋರ್ಟ್ ಮಹತ್ವದ ತೀರ್ಪು ನೀಡಿದೆ. ಮುಖ್ಯ ನ್ಯಾಯಮೂರ್ತಿ ಡಿ.ವೈ.ಚಂದ್ರಚೂಡ್ ನೇತೃತ್ವದ ಏಳು ನ್ಯಾಯಮೂರ್ತಿಗಳ ಸಾಂವಿಧಾನಿಕ ಪೀಠ ಈ ತೀರ್ಪು ಪ್ರಕಟಿಸಿದೆ. 1998ರ ಪಿ.ವಿ.ನರಸಿಂಹರಾವ್ ಪ್ರಕರಣದ ತೀರ್ಪನ್ನು ಪೀಠ ರದ್ದುಗೊಳಿಸಿದೆ. ಸಂಸತ್ತು ಅಥವಾ ಶಾಸನಸಭೆಯಲ್ಲಿ ಮತ ಚಲಾಯಿಸಲು ಅಥವಾ ಭಾಷಣ ಮಾಡಲು ಲಂಚ ಪಡೆಯುವುದು ಅಪರಾಧ. ಸಂವಿಧಾನದ 105 ಮತ್ತು 194ನೇ ವಿಧಿಗಳು ಇಂತಹ ಪ್ರಕರಣಗಳಿಗೆ ರಕ್ಷಣೆ ನೀಡುವುದಿಲ್ಲ ಎಂದು ಪೀಠ ಹೇಳಿದೆ. ಲಂಚ ಪಡೆಯುವುದು ಸಾರ್ವಜನಿಕ ಜೀವನದಲ್ಲಿ ಪ್ರಾಮಾಣಿಕತೆಯನ್ನು ನಾಶಪಡಿಸುತ್ತದೆ. ಭ್ರಷ್ಟಾಚಾರ ಮತ್ತು ಲಂಚಗುಳಿತನ ಸಂಸದೀಯ ಪ್ರಜಾಪ್ರಭುತ್ವದ ಕಾರ್ಯನಿರ್ವಹಣೆಯನ್ನು ಹಾಳುಮಾಡುತ್ತದೆ ಎಂದು ನ್ಯಾಯಾಲಯ ಅಭಿಪ್ರಾಯಪಟ್ಟಿದೆ. ಶಾಸಕರು ಮತ್ತು ಸಂಸದರು ತಮ್ಮ ಕರ್ತವ್ಯ ನಿರ್ವಹಣೆಯಲ್ಲಿ ಪ್ರಾಮಾಣಿಕವಾಗಿರಬೇಕು. ಲಂಚ ಪಡೆಯುವ ಕೃತ್ಯ ಸದನದ ಹೊರಗೆ ನಡೆಯುವುದರಿಂದ ವಿನಾಯಿತಿ ಅನ್ವಯಿಸುವುದಿಲ್ಲ. ಈ ತೀರ್ಪು ದೇಶದ ರಾಜಕೀಯ ವ್ಯವಸ್ಥೆಯಲ್ಲಿ ಮಹತ್ವದ ಬದಲಾವಣೆ ತರಲಿದೆ ಎಂದು ಕಾನೂನು ತಜ್ಞರು ವಿಶ್ಲೇಷಿಸಿದ್ದಾರೆ. ಜಾರ್ಖಂಡ್ ಮುಕ್ತಿ ಮೋರ್ಚಾ ಶಾಸಕಿ ಸೀತಾ ಸೊರೆನ್ ಪ್ರಕರಣದ ವಿಚಾರಣೆ ವೇಳೆ ಈ ಪ್ರಶ್ನೆ ಉದ್ಭವಿಸಿತ್ತು. ಐತಿಹಾಸಿಕ ತೀರ್ಪನ್ನು ಪ್ರಧಾನಿ ನರೇಂದ್ರ ಮೋದಿ ಸ್ವಾಗತಿಸಿದ್ದಾರೆ.: [465, 169, 575, 294]
person-figure: [527, 767, 547, 827]
divider: [275, 523, 693, 524]
masthead-english: BAYALU SIMHA: [247, 103, 351, 118]
story-body-continued: ಬೆಂಗಳೂರು: ಜಯದೇವ ಹೃದ್ರೋಗ ಸಂಸ್ಥೆಯ ನಿರ್ದೇಶಕರಾಗಿದ್ದ ಡಾ.ಸಿ.ಎನ್.ಮಂಜುನಾಥ್ ಅವರು ರಾಜ್ಯ ರಾಜಕಾರಣಕ್ಕೆ ಬರಬೇಕೆಂಬ ಒತ್ತಾಯ ಹೆಚ್ಚಾಗುತ್ತಿದ್ದು ಈ ಕುರಿತು ಮಾಜಿ ಪ್ರಧಾನಿ ಎಚ್.ಡಿ.ದೇವೇಗೌಡ ಅವರು ಪ್ರತಿಕ್ರಿಯೆ ನೀಡಿದ್ದಾರೆ. ಅವರ ವ್ಯಕ್ತಿತ್ವಕ್ಕೆ ಕಳಂಕ ಬರುವಂತಹ ಯಾವುದೇ ತೀರ್ಮಾನ ನಾನು ಮಾಡುವುದಿಲ್ಲ ಎಂದು ಹೇಳಿದರು. ಮೈತ್ರಿ ಅಭ್ಯರ್ಥಿಯಾಗಿ ಸ್ಪರ್ಧಿಸುವ ಕುರಿತು ಚರ್ಚೆಗಳು ನಡೆಯುತ್ತಿದ್ದು ಅಂತಿಮ ನಿರ್ಧಾರ ಶೀಘ್ರದಲ್ಲೇ ಪ್ರಕಟವಾಗಲಿದೆ. ಸುದ್ದಿಗಾರರೊಂದಿಗೆ ಮಾತನಾಡಿದ ಅವರು ಪಕ್ಷದ ಹಿತದೃಷ್ಟಿಯಿಂದ ಎಲ್ಲರೊಂದಿಗೆ ಚರ್ಚಿಸಿ ನಿರ್ಧಾರ ಕೈಗೊಳ್ಳಲಾಗುವುದು ಎಂದರು. ಕ್ಷೇತ್ರದ ಜನರ ಅಭಿಪ್ರಾಯವನ್ನು ಗೌರವಿಸುತ್ತೇವೆ. ಡಾ.ಮಂಜುನಾಥ್ ಅವರು ಸಾವಿರಾರು ಬಡ ರೋಗಿಗಳಿಗೆ ಉಚಿತ ಚಿಕಿತ್ಸೆ ನೀಡಿದ್ದಾರೆ. ಅವರ ಸೇವೆ ಅಪಾರ. ರಾಜಕೀಯಕ್ಕೆ ಬಂದರೆ ಜನರ ಸೇವೆ ಮತ್ತಷ್ಟು ವಿಸ್ತಾರವಾಗಲಿದೆ ಎಂದು ಅಭಿಪ್ರಾಯಪಟ್ಟರು. ಈ ಬಗ್ಗೆ ಬಿಜೆಪಿ ವರಿಷ್ಠರೊಂದಿಗೆ ಸಮಾಲೋಚನೆ ನಡೆಸಲಾಗಿದೆ. ಅಭ್ಯರ್ಥಿ ಆಯ್ಕೆ ವಿಚಾರದಲ್ಲಿ ಯಾವುದೇ ಗೊಂದಲವಿಲ್ಲ. ಎಲ್ಲವೂ ಸುಸೂತ್ರವಾಗಿ ನಡೆಯಲಿದೆ ಎಂದು ಅವರು ತಿಳಿಸಿದರು. ಕಾರ್ಯಕರ್ತರು ಸಂಯಮದಿಂದ ಇರಬೇಕು ಎಂದು ಮನವಿ ಮಾಡಿದರು.: [21, 287, 269, 340]
volume-number: VOLUME: 2: [361, 134, 403, 143]
masthead-word-2: ಸಿಂಹ: [346, 37, 447, 107]
story-headline: ಭಾರತವು 30,000 ಟನ್ ಬಿಳಿ ಅಕ್ಕಿಯನ್ನು ಟಾಂಜಾನಿಯಾಕ್ಕೆ ರಫ್ತಿಗೆ ಅವಕಾಶ: [21, 763, 261, 790]
story-headline: ಬಾಂಬ್ ಸ್ಫೋಟ ಪ್ರಕರಣ: ದುಷ್ಕರ್ಮಿಯ ರೇಖಾಚಿತ್ರ ತಯಾರಿಸಿ ಕಾರ್ಯಾಚರಣೆ: [279, 528, 539, 540]
person-figure: [487, 769, 505, 827]
good-day-box: [563, 41, 689, 125]
story-headline: ಡಾ.ಮಂಜುನಾಥ್ ವ್ಯಕ್ತಿತ್ವಕ್ಕೆ ಕಳಂಕ ಬರುವ ತೀರ್ಮಾನ ಮಾಡುವುದಿಲ್ಲ: ಎಚ್.ಡಿ. ದೇವೇಗೌಡರು: [21, 151, 254, 176]
left-column: [17, 149, 273, 1010]
krna-number: KRNA/BGE-1174/2023-2025: [165, 18, 269, 28]
phone-icon: ☎: [608, 19, 619, 28]
phone-text: 7340337989: [621, 18, 678, 29]
story-body-col1: ಬೆಂಗಳೂರು: ವೈಟ್‌ಫೀಲ್ಡ್ ಬಳಿಯ ರಾಮೇಶ್ವರಂ ಕೆಫೆಯಲ್ಲಿ ಸಂಭವಿಸಿದ ಬಾಂಬ್ ಸ್ಫೋಟ ಪ್ರಕರಣದ ತನಿಖೆ ಚುರುಕುಗೊಂಡಿದ್ದು ಶಂಕಿತ ದುಷ್ಕರ್ಮಿಯ ರೇಖಾಚಿತ್ರ ತಯಾರಿಸಿ ಪೊಲೀಸರು ಕಾರ್ಯಾಚರಣೆ ನಡೆಸುತ್ತಿದ್ದಾರೆ. ಸಿಸಿಟಿವಿ ದೃಶ್ಯಾವಳಿಗಳ ಆಧಾರದ ಮೇಲೆ ಆರೋಪಿಯ ಚಹರೆ ಪತ್ತೆ ಹಚ್ಚಲಾಗಿದೆ. ಆರೋಪಿ ಬಸ್‌ನಲ್ಲಿ ಆಗಮಿಸಿ ಕೆಫೆಯಲ್ಲಿ ಬ್ಯಾಗ್ ಇಟ್ಟು ತೆರಳಿರುವುದು ದೃಢಪಟ್ಟಿದೆ. ಕೇಂದ್ರ ಅಪರಾಧ ವಿಭಾಗ ಹಾಗೂ ರಾಷ್ಟ್ರೀಯ ತನಿಖಾ ದಳದ ಅಧಿಕಾರಿಗಳು ಜಂಟಿಯಾಗಿ ತನಿಖೆ ನಡೆಸುತ್ತಿದ್ದಾರೆ. ನಗರದ ಎಲ್ಲ ಬಸ್ ನಿಲ್ದಾಣಗಳು ಹಾಗೂ ರೈಲು ನಿಲ್ದಾಣಗಳಲ್ಲಿ ಭದ್ರತೆ ಹೆಚ್ಚಿಸಲಾಗಿದೆ. ಸ್ಫೋಟದಲ್ಲಿ ಗಾಯಗೊಂಡವರು ಚೇತರಿಸಿಕೊಳ್ಳುತ್ತಿದ್ದಾರೆ. ಆರೋಪಿಯ ಬಗ್ಗೆ ಮಾಹಿತಿ ಇದ್ದರೆ ಪೊಲೀಸರಿಗೆ ತಿಳಿಸುವಂತೆ ಸಾರ್ವಜನಿಕರಲ್ಲಿ ಮನವಿ ಮಾಡಲಾಗಿದೆ. ಮಾಹಿತಿ ನೀಡಿದವರ ವಿವರ ಗೌಪ್ಯವಾಗಿಡಲಾಗುವುದು. ಪ್ರಕರಣವನ್ನು ಶೀಘ್ರ ಭೇದಿಸುವುದಾಗಿ ಗೃಹ ಸಚಿವರು ಭರವಸೆ ನೀಡಿದ್ದಾರೆ. ಕೆಫೆ ಮತ್ತೆ ಕಾರ್ಯಾರಂಭ ಮಾಡಲು ಸಿದ್ಧತೆ ನಡೆಸಿದೆ. ನಗರದ ಪ್ರಮುಖ ಸ್ಥಳಗಳಲ್ಲಿ ತಪಾಸಣೆ ತೀವ್ರಗೊಳಿಸಲಾಗಿದೆ.: [279, 545, 395, 637]
story-body-col1: ನವದೆಹಲಿ: ಟಾಂಜಾನಿಯಾಗೆ 30,000 ಟನ್ ಮುರಿದ ಅಕ್ಕಿ ಮತ್ತು ಜಿಬೌಟಿ ಮತ್ತು ಗಿನಿಯಾ ಬಿಸ್ಸಾವುಗೆ ತಲಾ 80,000 ಟನ್ ಬಿಳಿ ಅಕ್ಕಿಯನ್ನು ರಫ್ತು ಮಾಡಲು ಕೇಂದ್ರ ಸರ್ಕಾರ ಅವಕಾಶ ನೀಡಿದೆ. ರಾಷ್ಟ್ರೀಯ ಸಹಕಾರಿ ರಫ್ತು ಲಿಮಿಟೆಡ್ ಮೂಲಕ ಈ ರಫ್ತುಗಳನ್ನು ಮಾಡಲಾಗುವುದು ಎಂದು ವಿದೇಶಿ ವ್ಯಾಪಾರ ಮಹಾನಿರ್ದೇಶನಾಲಯ ಪ್ರಕಟಣೆಯಲ್ಲಿ ತಿಳಿಸಿದೆ. ದೇಶೀಯ ಪೂರೈಕೆಯನ್ನು ಹೆಚ್ಚಿಸಲು ಮತ್ತು ಬೆಲೆಗಳನ್ನು ನಿಯಂತ್ರಿಸಲು ಸರ್ಕಾರ 2022 ರ ಸೆಪ್ಟೆಂಬರ್‌ನಲ್ಲಿ ಮುರಿದ ಅಕ್ಕಿಯ ರಫ್ತನ್ನು ನಿಷೇಧಿಸಿತ್ತು. ಆದರೆ ಕೆಲವು ದೇಶಗಳ ಆಹಾರ ಭದ್ರತೆಯ ಅಗತ್ಯಗಳನ್ನು ಪೂರೈಸಲು ಸರ್ಕಾರದ ಅನುಮತಿಯ ಆಧಾರದ ಮೇಲೆ ರಫ್ತುಗಳಿಗೆ ಅವಕಾಶ ನೀಡಲಾಗುತ್ತಿದೆ. ಕಳೆದ ವರ್ಷ ಜುಲೈನಲ್ಲಿ ಬಾಸ್ಮತಿಯೇತರ ಬಿಳಿ ಅಕ್ಕಿಯ ರಫ್ತನ್ನು ನಿಷೇಧಿಸಲಾಗಿತ್ತು. ಅಧಿಸೂಚನೆಯ ಪ್ರಕಾರ 30,000 ಟನ್ ಅಕ್ಕಿಯನ್ನು ಟಾಂಜಾನಿಯಾಕ್ಕೆ ಮತ್ತು 50,000 ಟನ್ ಬಿಳಿ ಅಕ್ಕಿಯನ್ನು ರಫ್ತು ಮಾಡಲಾಗುವುದು.: [21, 797, 143, 876]
divider: [17, 759, 273, 760]
story-body-col4: ನವದೆಹಲಿ: ಲಂಚ ಪಡೆದ ಪ್ರಕರಣಗಳಲ್ಲಿ ಸಂಸದರು ಹಾಗೂ ಶಾಸಕರಿಗೆ ಕಾನೂನು ರಕ್ಷಣೆ ನೀಡಲು ಸಾಧ್ಯವಿಲ್ಲ ಎಂದು ಸುಪ್ರೀಂಕೋರ್ಟ್ ಮಹತ್ವದ ತೀರ್ಪು ನೀಡಿದೆ. ಮುಖ್ಯ ನ್ಯಾಯಮೂರ್ತಿ ಡಿ.ವೈ.ಚಂದ್ರಚೂಡ್ ನೇತೃತ್ವದ ಏಳು ನ್ಯಾಯಮೂರ್ತಿಗಳ ಸಾಂವಿಧಾನಿಕ ಪೀಠ ಈ ತೀರ್ಪು ಪ್ರಕಟಿಸಿದೆ. 1998ರ ಪಿ.ವಿ.ನರಸಿಂಹರಾವ್ ಪ್ರಕರಣದ ತೀರ್ಪನ್ನು ಪೀಠ ರದ್ದುಗೊಳಿಸಿದೆ. ಸಂಸತ್ತು ಅಥವಾ ಶಾಸನಸಭೆಯಲ್ಲಿ ಮತ ಚಲಾಯಿಸಲು ಅಥವಾ ಭಾಷಣ ಮಾಡಲು ಲಂಚ ಪಡೆಯುವುದು ಅಪರಾಧ. ಸಂವಿಧಾನದ 105 ಮತ್ತು 194ನೇ ವಿಧಿಗಳು ಇಂತಹ ಪ್ರಕರಣಗಳಿಗೆ ರಕ್ಷಣೆ ನೀಡುವುದಿಲ್ಲ ಎಂದು ಪೀಠ ಹೇಳಿದೆ. ಲಂಚ ಪಡೆಯುವುದು ಸಾರ್ವಜನಿಕ ಜೀವನದಲ್ಲಿ ಪ್ರಾಮಾಣಿಕತೆಯನ್ನು ನಾಶಪಡಿಸುತ್ತದೆ. ಭ್ರಷ್ಟಾಚಾರ ಮತ್ತು ಲಂಚಗುಳಿತನ ಸಂಸದೀಯ ಪ್ರಜಾಪ್ರಭುತ್ವದ ಕಾರ್ಯನಿರ್ವಹಣೆಯನ್ನು ಹಾಳುಮಾಡುತ್ತದೆ ಎಂದು ನ್ಯಾಯಾಲಯ ಅಭಿಪ್ರಾಯಪಟ್ಟಿದೆ. ಶಾಸಕರು ಮತ್ತು ಸಂಸದರು ತಮ್ಮ ಕರ್ತವ್ಯ ನಿರ್ವಹಣೆಯಲ್ಲಿ ಪ್ರಾಮಾಣಿಕವಾಗಿರಬೇಕು. ಲಂಚ ಪಡೆಯುವ ಕೃತ್ಯ ಸದನದ ಹೊರಗೆ ನಡೆಯುವುದರಿಂದ ವಿನಾಯಿತಿ ಅನ್ವಯಿಸುವುದಿಲ್ಲ. ಈ ತೀರ್ಪು ದೇಶದ ರಾಜಕೀಯ ವ್ಯವಸ್ಥೆಯಲ್ಲಿ ಮಹತ್ವದ ಬದಲಾವಣೆ ತರಲಿದೆ ಎಂದು ಕಾನೂನು ತಜ್ಞರು ವಿಶ್ಲೇಷಿಸಿದ್ದಾರೆ. ಜಾರ್ಖಂಡ್ ಮುಕ್ತಿ ಮೋರ್ಚಾ ಶಾಸಕಿ ಸೀತಾ ಸೊರೆನ್ ಪ್ರಕರಣದ ವಿಚಾರಣೆ ವೇಳೆ ಈ ಪ್ರಶ್ನೆ ಉದ್ಭವಿಸಿತ್ತು. ಐತಿಹಾಸಿಕ ತೀರ್ಪನ್ನು ಪ್ರಧಾನಿ ನರೇಂದ್ರ ಮೋದಿ ಸ್ವಾಗತಿಸಿದ್ದಾರೆ.: [579, 169, 689, 294]
story-body-col4: ಬೆಂಗಳೂರು: ಗುತ್ತಿಗೆದಾರರ ಬಳಿ ನಾನು ಲಂಚ ಕೇಳಿದ್ದೇನೆ ಎಂದು ಯಾರಾದರೂ ಸಾಬೀತುಪಡಿಸಿದರೆ ಅದೇ ದಿನ ರಾಜಕೀಯ ನಿವೃತ್ತಿ ಘೋಷಿಸುತ್ತೇನೆ ಎಂದು ಮುಖ್ಯಮಂತ್ರಿ ಸಿದ್ದರಾಮಯ್ಯ ಸವಾಲು ಹಾಕಿದ್ದಾರೆ. ನಗರದಲ್ಲಿ ನಡೆದ ಕಾರ್ಯಕ್ರಮದಲ್ಲಿ ಮಾತನಾಡಿದ ಅವರು ನನ್ನ ರಾಜಕೀಯ ಜೀವನದಲ್ಲಿ ಎಂದಿಗೂ ಭ್ರಷ್ಟಾಚಾರಕ್ಕೆ ಅವಕಾಶ ನೀಡಿಲ್ಲ. ವಿರೋಧ ಪಕ್ಷಗಳು ಸುಳ್ಳು ಆರೋಪ ಮಾಡುತ್ತಿವೆ. ಗುತ್ತಿಗೆದಾರರ ಬಾಕಿ ಬಿಲ್ ಪಾವತಿ ವಿಚಾರದಲ್ಲಿ ಸರ್ಕಾರ ಪಾರದರ್ಶಕವಾಗಿ ನಡೆದುಕೊಳ್ಳುತ್ತಿದೆ. ಹಿಂದಿನ ಸರ್ಕಾರದ ಅವಧಿಯಲ್ಲಿ ಶೇ.40 ಕಮಿಷನ್ ಆರೋಪ ಕೇಳಿಬಂದಿತ್ತು. ನಮ್ಮ ಸರ್ಕಾರದಲ್ಲಿ ಅಂತಹ ಯಾವುದೇ ಘಟನೆ ನಡೆದಿಲ್ಲ. ಗ್ಯಾರಂಟಿ ಯೋಜನೆಗಳ ಅನುಷ್ಠಾನದಿಂದ ರಾಜ್ಯದ ಜನರಿಗೆ ನೆರವಾಗುತ್ತಿದೆ. ಅಭಿವೃದ್ಧಿ ಕಾರ್ಯಗಳಿಗೆ ಹಣದ ಕೊರತೆ ಇಲ್ಲ. ಲೋಕಸಭಾ ಚುನಾವಣೆಯಲ್ಲಿ ಕಾಂಗ್ರೆಸ್ ಹೆಚ್ಚಿನ ಸ್ಥಾನಗಳನ್ನು ಗೆಲ್ಲಲಿದೆ ಎಂದು ವಿಶ್ವಾಸ ವ್ಯಕ್ತಪಡಿಸಿದರು. ಜನರು ನಮ್ಮ ಸರ್ಕಾರದ ಕೆಲಸವನ್ನು ಮೆಚ್ಚಿದ್ದಾರೆ. ಕೇಂದ್ರ ಸರ್ಕಾರ ರಾಜ್ಯಕ್ಕೆ ಅನ್ಯಾಯ ಮಾಡುತ್ತಿದೆ. ತೆರಿಗೆ ಪಾಲಿನಲ್ಲಿ ತಾರತಮ್ಯ ಮಾಡಲಾಗುತ್ತಿದೆ. ಈ ಬಗ್ಗೆ ನಾವು ಹೋರಾಟ ಮುಂದುವರಿಸುತ್ತೇವೆ ಎಂದು ಹೇಳಿದರು. ಸಚಿವರು, ಶಾಸಕರು ಕಾರ್ಯಕ್ರಮದಲ್ಲಿ ಉಪಸ್ಥಿತರಿದ್ದರು. ಕಾರ್ಯಕ್ರಮದ ನಂತರ ಸುದ್ದಿಗಾರರೊಂದಿಗೆ ಮಾತನಾಡಿದ ಅವರು ವಿರೋಧ ಪಕ್ಷಗಳ ಟೀಕೆಗೆ ತಿರುಗೇಟು ನೀಡಿದರು. ಸರ್ಕಾರ ಸದೃಢವಾಗಿದ್ದು ಐದು ವರ್ಷ ಪೂರೈಸಲಿದೆ ಎಂದರು.: [587, 739, 689, 877]
rni-number: RNI NO: KARKAN/2022/83219: [23, 18, 138, 28]
story-headline: ಲಂಚ ಕೇಳಿದ್ದೇನೆ ಎಂದು ಯಾವುದಾದರೂ ಹೇಳಿದರೆ ಅದೇ ದಿನ ರಾಜಕೀಯ ನಿವೃತ್ತಿ: ಸಿಎಂ: [279, 722, 573, 734]
story-cm-siddaramaiah: [279, 721, 689, 735]
managing-editor-kannada: ವ್ಯವಸ್ಥಾಪಕ ಸಂಪಾದಕರು: ಅರ್. ಪವನಕುಮಾರ್: [437, 118, 529, 125]
story-headline: ಲಂಚ ಪ್ರಕರಣ: ಶಾಸಕರು, ಸಂಸದರಿಗೆ ರಕ್ಷಣೆ ನೀಡಲು ಸಾಧ್ಯವಿಲ್ಲ ಎಂದ ಸುಪ್ರೀಂ: [279, 152, 542, 164]
solar-advertisement: [39, 41, 157, 125]
story-body-col3: ಬೆಂಗಳೂರು: ವೈಟ್‌ಫೀಲ್ಡ್ ಬಳಿಯ ರಾಮೇಶ್ವರಂ ಕೆಫೆಯಲ್ಲಿ ಸಂಭವಿಸಿದ ಬಾಂಬ್ ಸ್ಫೋಟ ಪ್ರಕರಣದ ತನಿಖೆ ಚುರುಕುಗೊಂಡಿದ್ದು ಶಂಕಿತ ದುಷ್ಕರ್ಮಿಯ ರೇಖಾಚಿತ್ರ ತಯಾರಿಸಿ ಪೊಲೀಸರು ಕಾರ್ಯಾಚರಣೆ ನಡೆಸುತ್ತಿದ್ದಾರೆ. ಸಿಸಿಟಿವಿ ದೃಶ್ಯಾವಳಿಗಳ ಆಧಾರದ ಮೇಲೆ ಆರೋಪಿಯ ಚಹರೆ ಪತ್ತೆ ಹಚ್ಚಲಾಗಿದೆ. ಆರೋಪಿ ಬಸ್‌ನಲ್ಲಿ ಆಗಮಿಸಿ ಕೆಫೆಯಲ್ಲಿ ಬ್ಯಾಗ್ ಇಟ್ಟು ತೆರಳಿರುವುದು ದೃಢಪಟ್ಟಿದೆ. ಕೇಂದ್ರ ಅಪರಾಧ ವಿಭಾಗ ಹಾಗೂ ರಾಷ್ಟ್ರೀಯ ತನಿಖಾ ದಳದ ಅಧಿಕಾರಿಗಳು ಜಂಟಿಯಾಗಿ ತನಿಖೆ ನಡೆಸುತ್ತಿದ್ದಾರೆ. ನಗರದ ಎಲ್ಲ ಬಸ್ ನಿಲ್ದಾಣಗಳು ಹಾಗೂ ರೈಲು ನಿಲ್ದಾಣಗಳಲ್ಲಿ ಭದ್ರತೆ ಹೆಚ್ಚಿಸಲಾಗಿದೆ. ಸ್ಫೋಟದಲ್ಲಿ ಗಾಯಗೊಂಡವರು ಚೇತರಿಸಿಕೊಳ್ಳುತ್ತಿದ್ದಾರೆ. ಆರೋಪಿಯ ಬಗ್ಗೆ ಮಾಹಿತಿ ಇದ್ದರೆ ಪೊಲೀಸರಿಗೆ ತಿಳಿಸುವಂತೆ ಸಾರ್ವಜನಿಕರಲ್ಲಿ ಮನವಿ ಮಾಡಲಾಗಿದೆ. ಮಾಹಿತಿ ನೀಡಿದವರ ವಿವರ ಗೌಪ್ಯವಾಗಿಡಲಾಗುವುದು. ಪ್ರಕರಣವನ್ನು ಶೀಘ್ರ ಭೇದಿಸುವುದಾಗಿ ಗೃಹ ಸಚಿವರು ಭರವಸೆ ನೀಡಿದ್ದಾರೆ. ಕೆಫೆ ಮತ್ತೆ ಕಾರ್ಯಾರಂಭ ಮಾಡಲು ಸಿದ್ಧತೆ ನಡೆಸಿದೆ. ನಗರದ ಪ್ರಮುಖ ಸ್ಥಳಗಳಲ್ಲಿ ತಪಾಸಣೆ ತೀವ್ರಗೊಳಿಸಲಾಗಿದೆ.: [497, 545, 591, 664]
kannada-daily-english: KANNADA DAILY: [373, 106, 433, 114]
cm-event-photo: [387, 739, 583, 831]
divider: [275, 717, 693, 718]
person-photo: [106, 64, 124, 108]
newspaper-page: [16, 14, 694, 1010]
story-bomb-blast: [279, 527, 689, 541]
divider: [17, 385, 273, 386]
issue-date: 05-03-2024: [547, 134, 586, 143]
mobile-numbers: MOB: 9845085793/9035282296: [93, 134, 202, 143]
supreme-court-photo: [365, 169, 461, 245]
story-supreme-court: [279, 151, 689, 165]
story-body-col1: ಬೆಂಗಳೂರು: ಜಯದೇವ ಹೃದ್ರೋಗ ಸಂಸ್ಥೆಯ ನಿರ್ದೇಶಕರಾಗಿದ್ದ ಡಾ.ಸಿ.ಎನ್.ಮಂಜುನಾಥ್ ಅವರು ರಾಜ್ಯ ರಾಜಕಾರಣಕ್ಕೆ ಬರಬೇಕೆಂಬ ಒತ್ತಾಯ ಹೆಚ್ಚಾಗುತ್ತಿದ್ದು ಈ ಕುರಿತು ಮಾಜಿ ಪ್ರಧಾನಿ ಎಚ್.ಡಿ.ದೇವೇಗೌಡ ಅವರು ಪ್ರತಿಕ್ರಿಯೆ ನೀಡಿದ್ದಾರೆ. ಅವರ ವ್ಯಕ್ತಿತ್ವಕ್ಕೆ ಕಳಂಕ ಬರುವಂತಹ ಯಾವುದೇ ತೀರ್ಮಾನ ನಾನು ಮಾಡುವುದಿಲ್ಲ ಎಂದು ಹೇಳಿದರು. ಮೈತ್ರಿ ಅಭ್ಯರ್ಥಿಯಾಗಿ ಸ್ಪರ್ಧಿಸುವ ಕುರಿತು ಚರ್ಚೆಗಳು ನಡೆಯುತ್ತಿದ್ದು ಅಂತಿಮ ನಿರ್ಧಾರ ಶೀಘ್ರದಲ್ಲೇ ಪ್ರಕಟವಾಗಲಿದೆ. ಸುದ್ದಿಗಾರರೊಂದಿಗೆ ಮಾತನಾಡಿದ ಅವರು ಪಕ್ಷದ ಹಿತದೃಷ್ಟಿಯಿಂದ ಎಲ್ಲರೊಂದಿಗೆ ಚರ್ಚಿಸಿ ನಿರ್ಧಾರ ಕೈಗೊಳ್ಳಲಾಗುವುದು ಎಂದರು. ಕ್ಷೇತ್ರದ ಜನರ ಅಭಿಪ್ರಾಯವನ್ನು ಗೌರವಿಸುತ್ತೇವೆ. ಡಾ.ಮಂಜುನಾಥ್ ಅವರು ಸಾವಿರಾರು ಬಡ ರೋಗಿಗಳಿಗೆ ಉಚಿತ ಚಿಕಿತ್ಸೆ ನೀಡಿದ್ದಾರೆ. ಅವರ ಸೇವೆ ಅಪಾರ. ರಾಜಕೀಯಕ್ಕೆ ಬಂದರೆ ಜನರ ಸೇವೆ ಮತ್ತಷ್ಟು ವಿಸ್ತಾರವಾಗಲಿದೆ ಎಂದು ಅಭಿಪ್ರಾಯಪಟ್ಟರು. ಈ ಬಗ್ಗೆ ಬಿಜೆಪಿ ವರಿಷ್ಠರೊಂದಿಗೆ ಸಮಾಲೋಚನೆ ನಡೆಸಲಾಗಿದೆ. ಅಭ್ಯರ್ಥಿ ಆಯ್ಕೆ ವಿಚಾರದಲ್ಲಿ ಯಾವುದೇ ಗೊಂದ: [21, 181, 117, 285]
story-body-col2: ಬೆಂಗಳೂರು: ಜಯದೇವ ಹೃದ್ರೋಗ ಸಂಸ್ಥೆಯ ನಿರ್ದೇಶಕರಾಗಿದ್ದ ಡಾ.ಸಿ.ಎನ್.ಮಂಜುನಾಥ್ ಅವರು ರಾಜ್ಯ ರಾಜಕಾರಣಕ್ಕೆ ಬರಬೇಕೆಂಬ ಒತ್ತಾಯ ಹೆಚ್ಚಾಗುತ್ತಿದ್ದು ಈ ಕುರಿತು ಮಾಜಿ ಪ್ರಧಾನಿ ಎಚ್.ಡಿ.ದೇವೇಗೌಡ ಅವರು ಪ್ರತಿಕ್ರಿಯೆ ನೀಡಿದ್ದಾರೆ. ಅವರ ವ್ಯಕ್ತಿತ್ವಕ್ಕೆ ಕಳಂಕ ಬರುವಂತಹ ಯಾವುದೇ ತೀರ್ಮಾನ ನಾನು ಮಾಡುವುದಿಲ್ಲ ಎಂದು ಹೇಳಿದರು. ಮೈತ್ರಿ ಅಭ್ಯರ್ಥಿಯಾಗಿ ಸ್ಪರ್ಧಿಸುವ ಕುರಿತು ಚರ್ಚೆಗಳು ನಡೆಯುತ್ತಿದ್ದು ಅಂತಿಮ ನಿರ್ಧಾರ ಶೀಘ್ರದಲ್ಲೇ ಪ್ರಕಟವಾಗಲಿದೆ. ಸುದ್ದಿಗಾರರೊಂದಿಗೆ ಮಾತನಾಡಿದ ಅವರು ಪಕ್ಷದ ಹಿತದೃಷ್ಟಿಯಿಂದ ಎಲ್ಲರೊಂದಿಗೆ ಚರ್ಚಿಸಿ ನಿರ್ಧಾರ ಕೈಗೊಳ್ಳಲಾಗುವುದು ಎಂದರು. ಕ್ಷೇತ್ರದ ಜನರ ಅಭಿಪ್ರಾಯವನ್ನು ಗೌರವಿಸುತ್ತೇವೆ. ಡಾ.ಮಂಜುನಾಥ್ ಅವರು ಸಾವಿರಾರು ಬಡ ರೋಗಿಗಳಿಗೆ ಉಚಿತ ಚಿಕಿತ್ಸೆ ನೀಡಿದ್ದಾರೆ. ಅವರ ಸೇವೆ ಅಪಾರ. ರಾಜಕೀಯಕ್ಕೆ ಬಂದರೆ ಜನರ ಸೇವೆ: [189, 181, 269, 285]
